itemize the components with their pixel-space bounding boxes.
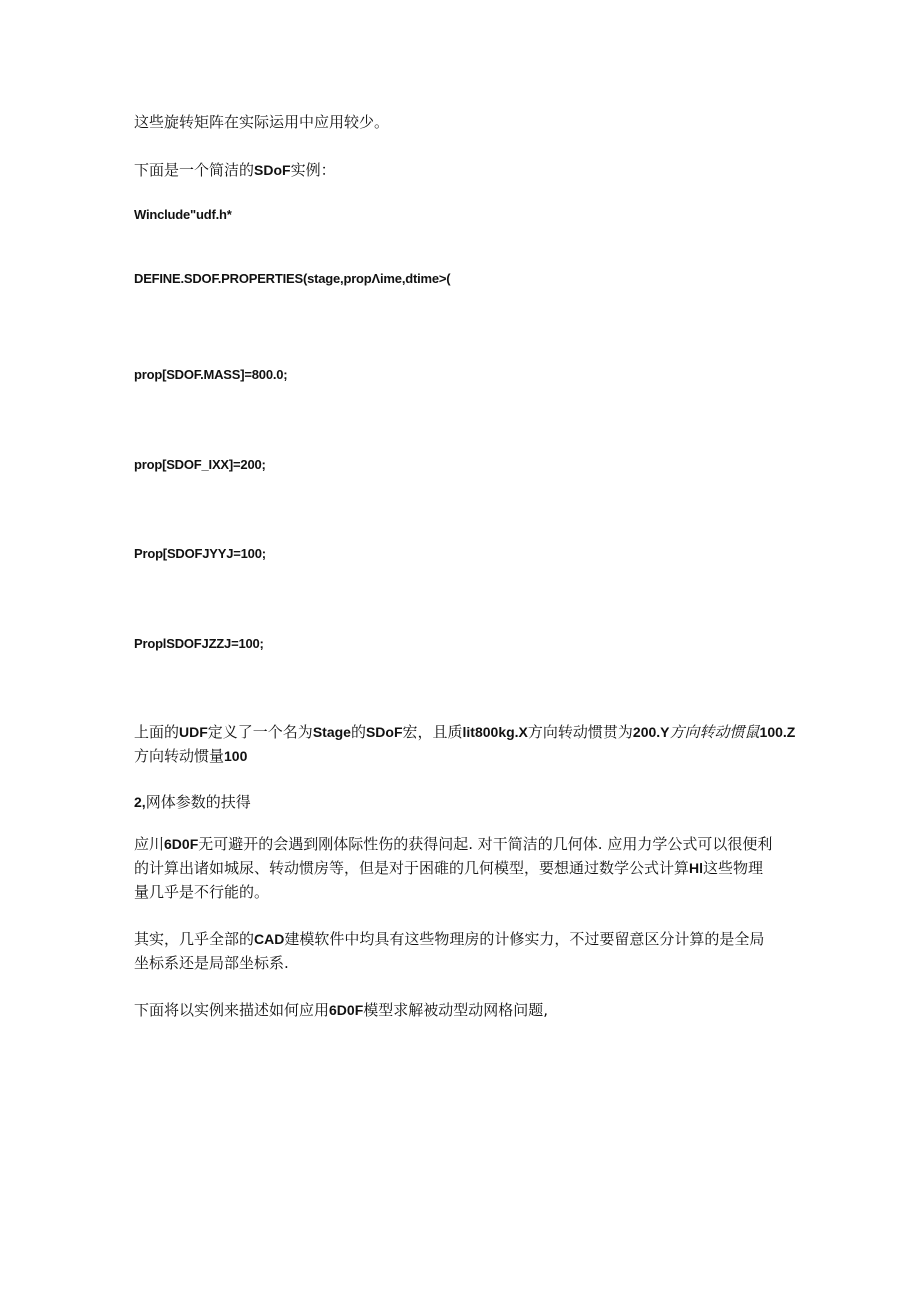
text-run: 其实，几乎全部的 (134, 930, 255, 948)
text-run: 方向转动惯量 (134, 747, 225, 765)
term-run: SDoF (365, 724, 403, 740)
example-intro-line (134, 159, 794, 181)
text-run: 宏，且质 (402, 723, 463, 741)
code-include-line: Winclude"udf.h* (134, 207, 232, 222)
text-run: 无可避开的会遇到刚体际性伤的获得问起. 对干简洁的几何体. 应用力学公式可以很便利 (198, 835, 773, 853)
code-define-line: DEFINE.SDOF.PROPERTIES(stage,propΛime,dtime>( (134, 271, 451, 286)
text-run: 应川 (134, 835, 165, 853)
text-run: 方向转动惯鼠 (669, 723, 760, 741)
sdof-term: SDoF (254, 162, 291, 178)
text-run: 模型求解被动型动网格问题, (363, 1001, 549, 1019)
term-run: Hl (689, 860, 704, 876)
section-title: 网体参数的扶得 (145, 793, 251, 811)
term-run: Stage (312, 724, 351, 740)
term-run: 6D0F (164, 836, 199, 852)
section-heading (134, 791, 794, 813)
udf-explanation-paragraph (134, 720, 794, 768)
term-run: 6D0F (329, 1002, 364, 1018)
term-run: UDF (179, 724, 208, 740)
body-paragraph-1 (134, 832, 794, 904)
text-run: 下面将以实例来描述如何应用 (134, 1001, 330, 1019)
text-run: 量几乎是不行能的。 (134, 883, 270, 901)
term-run: CAD (254, 931, 285, 947)
code-izz-line: ProplSDOFJZZJ=100; (134, 636, 264, 651)
term-run: lit800kg.X (462, 724, 528, 740)
text-run: 上面的 (134, 723, 180, 741)
intro-line: 这些旋转矩阵在实际运用中应用较少。 (134, 113, 390, 131)
term-run: 100 (224, 748, 248, 764)
code-ixx-line: prop[SDOF_IXX]=200; (134, 457, 266, 472)
term-run: 100.Z (759, 724, 796, 740)
term-run: 200.Y (632, 724, 670, 740)
example-intro-text: 实例： (290, 161, 336, 179)
text-run: 方向转动惯贯为 (527, 723, 633, 741)
section-number: 2, (134, 794, 146, 810)
code-iyy-line: Prop[SDOFJYYJ=100; (134, 546, 266, 561)
text-run: 的 (350, 723, 366, 741)
text-run: 坐标系还是局部坐标系. (134, 954, 289, 972)
code-mass-line: prop[SDOF.MASS]=800.0; (134, 367, 288, 382)
body-paragraph-3 (134, 998, 794, 1022)
body-paragraph-2 (134, 927, 794, 975)
text-run: 的计算出诸如城尿、转动惯房等，但是对于困碓的几何模型，要想通过数学公式计算 (134, 859, 690, 877)
text-run: 定义了一个名为 (207, 723, 313, 741)
example-intro-text: 下面是一个简洁的 (134, 161, 255, 179)
text-run: 这些物理 (703, 859, 764, 877)
text-run: 建模软件中均具有这些物理房的计修实力，不过要留意区分计算的是全局 (284, 930, 765, 948)
